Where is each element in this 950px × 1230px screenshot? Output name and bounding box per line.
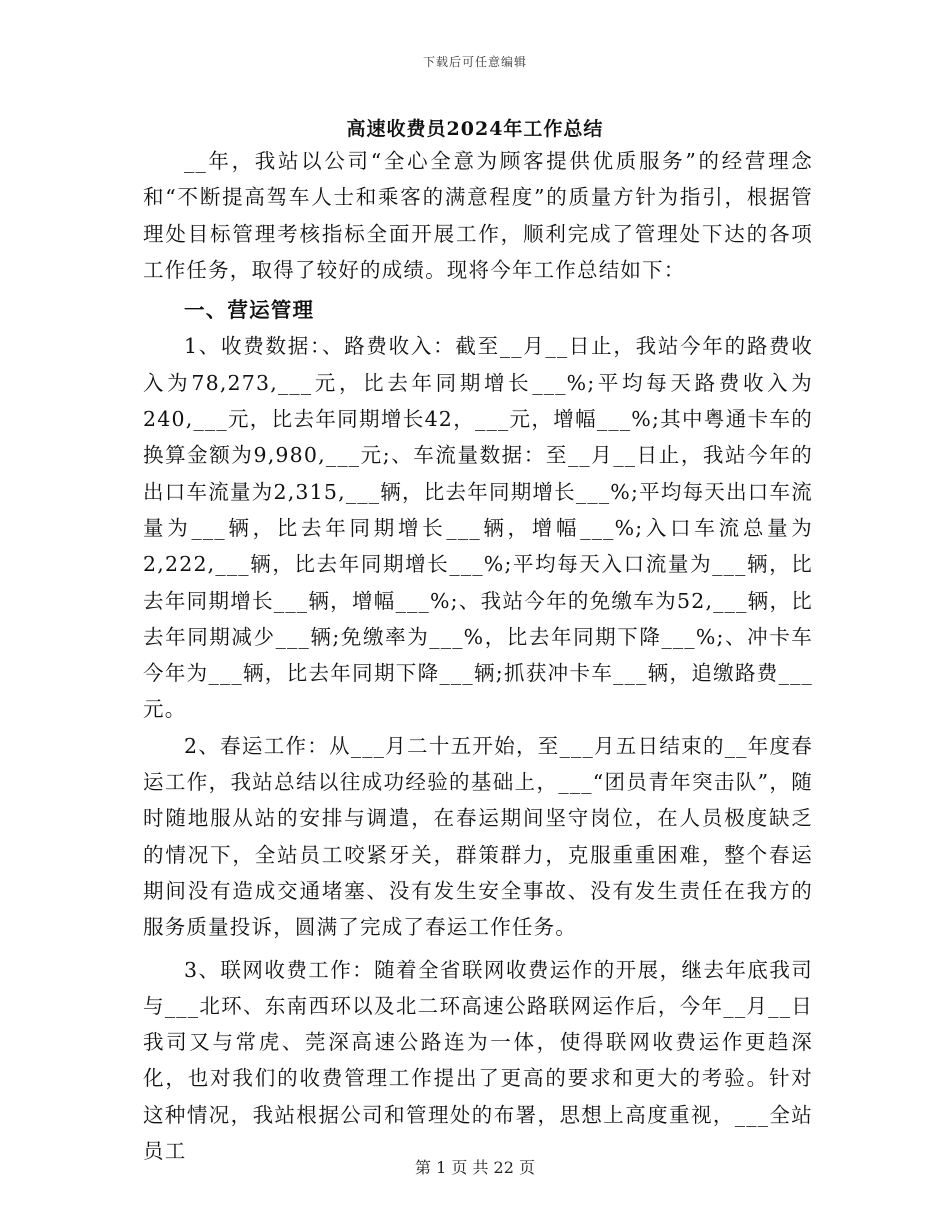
document-title: 高速收费员2024年工作总结 [346,118,604,140]
section-heading: 一、营运管理 [184,298,315,323]
paragraph-network-toll: 3、联网收费工作：随着全省联网收费运作的开展，继去年底我司与___北环、东南西环以及北二环高速公路联网运作后，今年__月__日我司又与常虎、莞深高速公路连为一体，使得联网收费运作更趋深化，也对我们的收费管理工作提出了更高的要求和更大的考验。针对这种情况，我站根据公司和管理处的布署，思想上高度重视，___全站员工 [143,957,813,1164]
page-number: 第 1 页 共 22 页 [415,1158,535,1177]
paragraph-fee-data: 1、收费数据：、路费收入：截至__月__日止，我站今年的路费收入为78,273,___元，比去年同期增长___%;平均每天路费收入为240,___元，比去年同期增长42，___元，增幅___%;其中粤通卡车的换算金额为9,980,___元;、车流量数据：至__月__日止，我站今年的出口车流量为2,315,___辆，比去年同期增长___%;平均每天出口车流量为___辆，比去年同期增长___辆，增幅___%;入口车流总量为2,222,___辆，比去年同期增长___%;平均每天入口流量为___辆，比去年同期增长___辆，增幅___%;、我站今年的免缴车为52,___辆，比去年同期减少___辆;免缴率为___%，比去年同期下降___%;、冲卡车今年为___辆，比去年同期下降___辆;抓获冲卡车___辆，追缴路费___元。 [143,334,813,722]
paragraph-spring-transport: 2、春运工作：从___月二十五开始，至___月五日结束的__年度春运工作，我站总结以往成功经验的基础上，___“团员青年突击队”，随时随地服从站的安排与调遣，在春运期间坚守岗位，在人员极度缺乏的情况下，全站员工咬紧牙关，群策群力，克服重重困难，整个春运期间没有造成交通堵塞、没有发生安全事故、没有发生责任在我方的服务质量投诉，圆满了完成了春运工作任务。 [143,733,813,940]
header-note: 下载后可任意编辑 [422,55,527,69]
intro-paragraph: __年，我站以公司“全心全意为顾客提供优质服务”的经营理念和“不断提高驾车人士和乘客的满意程度”的质量方针为指引，根据管理处目标管理考核指标全面开展工作，顺利完成了管理处下达的各项工作任务，取得了较好的成绩。现将今年工作总结如下： [143,149,813,282]
document-body [143,143,813,1169]
